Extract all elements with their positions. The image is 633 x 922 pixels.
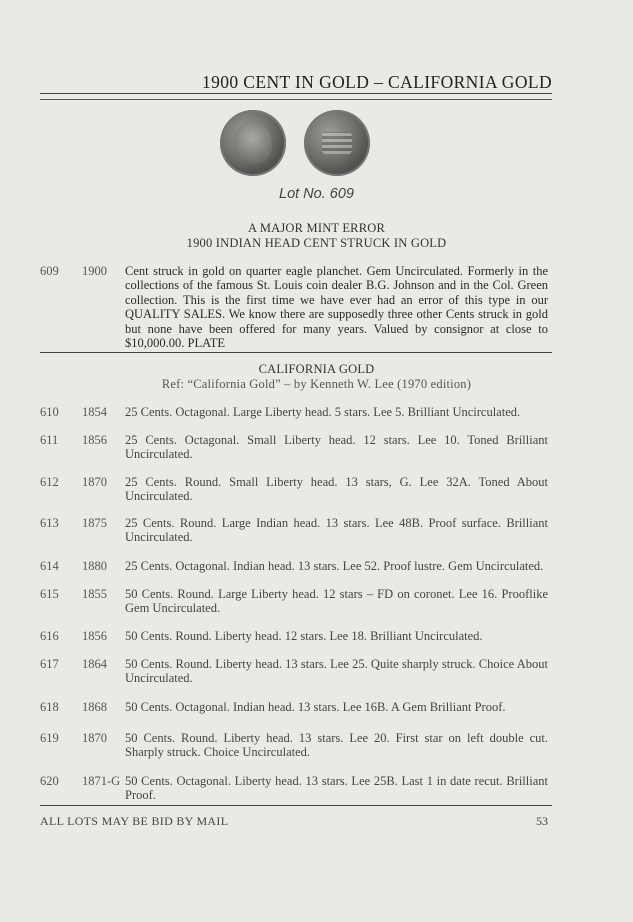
lot-number: 615 <box>40 587 59 601</box>
image-caption: Lot No. 609 <box>279 186 354 202</box>
page-number: 53 <box>536 814 548 828</box>
lot-description: 50 Cents. Octagonal. Liberty head. 13 stars. Lee 25B. Last 1 in date recut. Brilliant Proof. <box>125 774 548 803</box>
lot-description: 25 Cents. Octagonal. Indian head. 13 stars. Lee 52. Proof lustre. Gem Uncirculated. <box>125 559 544 573</box>
lot-description: 25 Cents. Octagonal. Small Liberty head. 12 stars. Lee 10. Toned Brilliant Uncirculated. <box>125 433 548 462</box>
lot-description: 50 Cents. Octagonal. Indian head. 13 stars. Lee 16B. A Gem Brilliant Proof. <box>125 700 506 714</box>
footer-note: ALL LOTS MAY BE BID BY MAIL <box>40 814 229 828</box>
lot-year: 1871-G <box>82 774 121 788</box>
lot-description: 50 Cents. Round. Liberty head. 13 stars. Lee 20. First star on left double cut. Sharply struck. Choice Uncirculated. <box>125 731 548 760</box>
header-rule-bottom <box>40 99 552 100</box>
featured-lot-year: 1900 <box>82 264 107 278</box>
lot-number: 613 <box>40 516 59 530</box>
lot-description: 25 Cents. Round. Large Indian head. 13 stars. Lee 48B. Proof surface. Brilliant Uncirculated. <box>125 516 548 545</box>
featured-lot-number: 609 <box>40 264 59 278</box>
lot-number: 617 <box>40 657 59 671</box>
lot-number: 611 <box>40 433 59 447</box>
lot-number: 614 <box>40 559 59 573</box>
feature-heading-1: A MAJOR MINT ERROR <box>247 221 386 235</box>
featured-lot-description: Cent struck in gold on quarter eagle planchet. Gem Uncirculated. Formerly in the collections of the famous St. Louis coin dealer B.G. Johnson and in the Col. Green collection. This is the first time we have ever had an error of this type in our QUALITY SALES. We know there are supposedly three other Cents struck in gold but none have been offered for many years. Valued by consignor at close to $10,000.00. PLATE <box>125 264 548 351</box>
lot-year: 1855 <box>82 587 107 601</box>
lot-number: 616 <box>40 629 59 643</box>
coin-reverse-image <box>304 110 370 176</box>
lot-number: 618 <box>40 700 59 714</box>
lot-year: 1856 <box>82 433 107 447</box>
section-title: CALIFORNIA GOLD <box>258 362 375 376</box>
header-rule-top <box>40 93 552 94</box>
section-reference: Ref: “California Gold” – by Kenneth W. Lee (1970 edition) <box>161 377 472 391</box>
lot-description: 25 Cents. Round. Small Liberty head. 13 stars, G. Lee 32A. Toned About Uncirculated. <box>125 475 548 504</box>
section-rule <box>40 352 552 353</box>
page-header-title: 1900 CENT IN GOLD – CALIFORNIA GOLD <box>201 72 552 92</box>
coin-obverse-image <box>220 110 286 176</box>
lot-number: 612 <box>40 475 59 489</box>
lot-year: 1880 <box>82 559 107 573</box>
footer-rule <box>40 805 552 806</box>
feature-heading-2: 1900 INDIAN HEAD CENT STRUCK IN GOLD <box>186 236 447 250</box>
lot-description: 25 Cents. Octagonal. Large Liberty head. 5 stars. Lee 5. Brilliant Uncirculated. <box>125 405 521 419</box>
lot-year: 1870 <box>82 475 107 489</box>
lot-year: 1854 <box>82 405 107 419</box>
lot-year: 1856 <box>82 629 107 643</box>
lot-description: 50 Cents. Round. Liberty head. 13 stars. Lee 25. Quite sharply struck. Choice About Uncirculated. <box>125 657 548 686</box>
lot-year: 1870 <box>82 731 107 745</box>
lot-year: 1864 <box>82 657 107 671</box>
lot-number: 619 <box>40 731 59 745</box>
lot-year: 1875 <box>82 516 107 530</box>
lot-description: 50 Cents. Round. Liberty head. 12 stars. Lee 18. Brilliant Uncirculated. <box>125 629 483 643</box>
lot-description: 50 Cents. Round. Large Liberty head. 12 stars – FD on coronet. Lee 16. Prooflike Gem Uncirculated. <box>125 587 548 616</box>
lot-year: 1868 <box>82 700 107 714</box>
lot-number: 610 <box>40 405 59 419</box>
lot-number: 620 <box>40 774 59 788</box>
